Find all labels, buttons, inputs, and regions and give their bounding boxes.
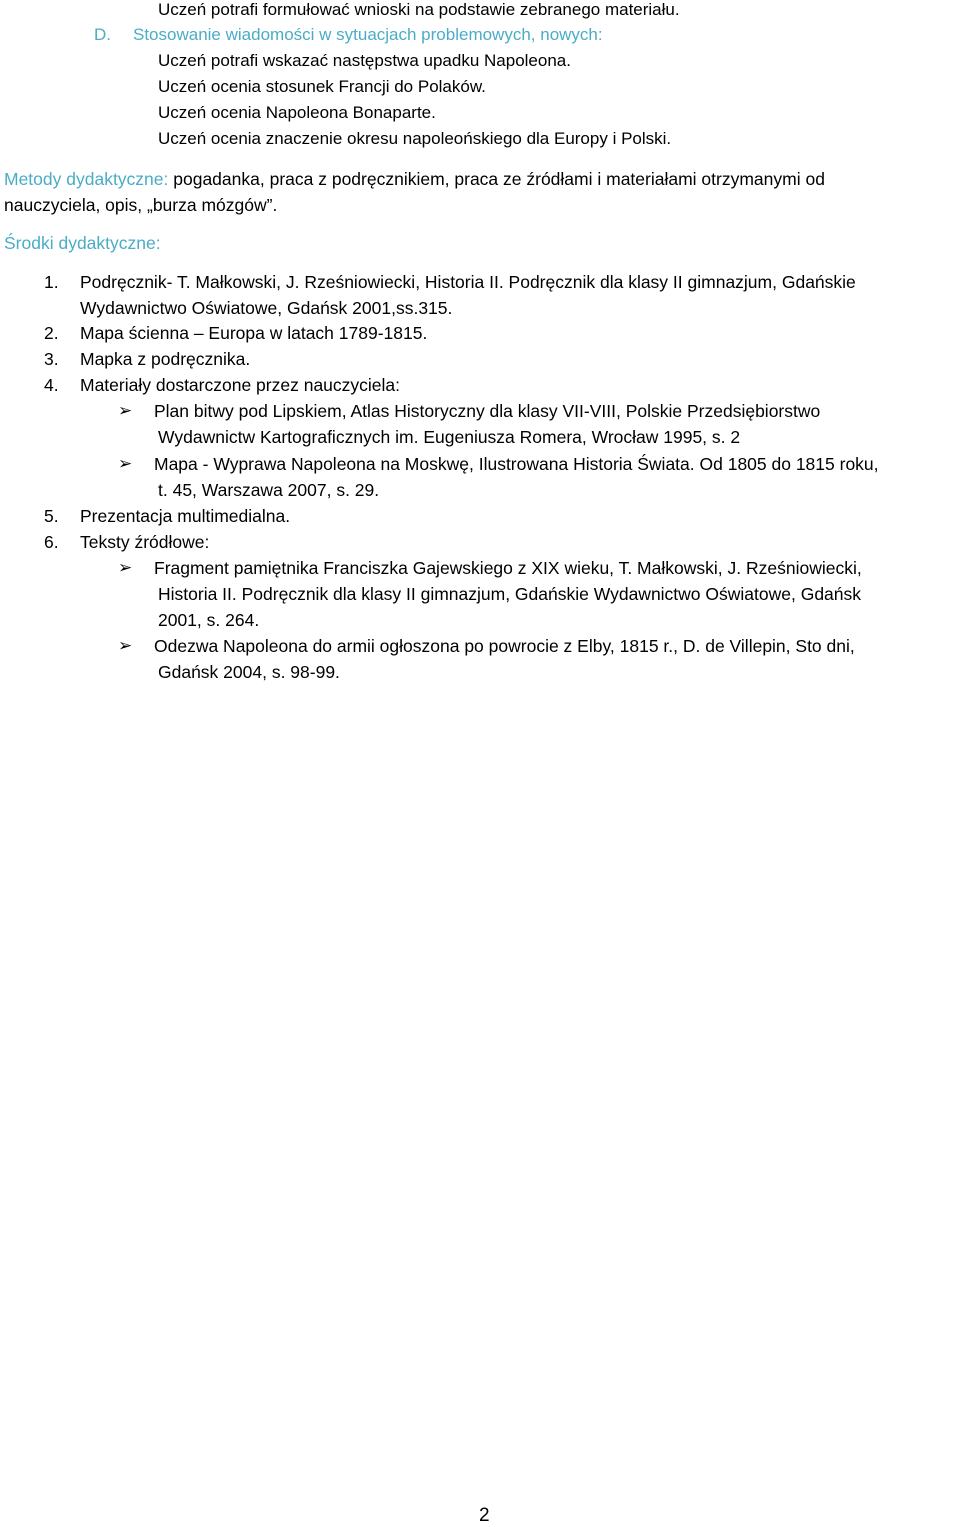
sub-list-item-continued: Wydawnictw Kartograficznych im. Eugeniusza Romera, Wrocław 1995, s. 2 bbox=[158, 427, 741, 447]
list-item: Prezentacja multimedialna. bbox=[80, 506, 291, 526]
list-item: Teksty źródłowe: bbox=[80, 532, 210, 552]
sub-list-item-continued: Historia II. Podręcznik dla klasy II gimnazjum, Gdańskie Wydawnictwo Oświatowe, Gdańsk bbox=[158, 584, 862, 604]
list-number: 3. bbox=[44, 349, 59, 369]
methods-text: pogadanka, praca z podręcznikiem, praca ze źródłami i materiałami otrzymanymi od bbox=[168, 169, 825, 189]
section-d-letter: D. bbox=[94, 25, 111, 44]
arrowhead-bullet-icon: ➢ bbox=[118, 636, 133, 655]
sub-list-item-continued: t. 45, Warszawa 2007, s. 29. bbox=[158, 480, 380, 500]
arrowhead-bullet-icon: ➢ bbox=[118, 401, 133, 420]
sub-list-item-continued: Gdańsk 2004, s. 98-99. bbox=[158, 662, 340, 682]
goal-item: Uczeń ocenia Napoleona Bonaparte. bbox=[158, 103, 436, 122]
resources-heading: Środki dydaktyczne: bbox=[4, 233, 161, 253]
list-item: Materiały dostarczone przez nauczyciela: bbox=[80, 375, 401, 395]
page-number: 2 bbox=[479, 1505, 490, 1526]
goal-item: Uczeń potrafi wskazać następstwa upadku Napoleona. bbox=[158, 51, 571, 70]
sub-list-item: Plan bitwy pod Lipskiem, Atlas Historyczny dla klasy VII-VIII, Polskie Przedsiębiorstwo bbox=[154, 401, 821, 421]
sub-list-item: Odezwa Napoleona do armii ogłoszona po powrocie z Elby, 1815 r., D. de Villepin, Sto dni, bbox=[154, 636, 855, 656]
list-number: 4. bbox=[44, 375, 59, 395]
list-item: Podręcznik- T. Małkowski, J. Rześniowiecki, Historia II. Podręcznik dla klasy II gimnazjum, Gdańskie bbox=[80, 272, 856, 292]
goal-item: Uczeń ocenia znaczenie okresu napoleońskiego dla Europy i Polski. bbox=[158, 129, 672, 148]
methods-text-continued: nauczyciela, opis, „burza mózgów”. bbox=[4, 195, 278, 215]
goal-line-top: Uczeń potrafi formułować wnioski na podstawie zebranego materiału. bbox=[158, 0, 680, 19]
methods-label: Metody dydaktyczne: bbox=[4, 169, 169, 189]
sub-list-item: Fragment pamiętnika Franciszka Gajewskiego z XIX wieku, T. Małkowski, J. Rześniowiecki, bbox=[154, 558, 862, 578]
list-number: 1. bbox=[44, 272, 59, 292]
list-item-continued: Wydawnictwo Oświatowe, Gdańsk 2001,ss.315. bbox=[80, 298, 453, 318]
goal-item: Uczeń ocenia stosunek Francji do Polaków. bbox=[158, 77, 486, 96]
list-item: Mapa ścienna – Europa w latach 1789-1815. bbox=[80, 323, 428, 343]
list-number: 2. bbox=[44, 323, 59, 343]
sub-list-item-continued: 2001, s. 264. bbox=[158, 610, 260, 630]
list-number: 6. bbox=[44, 532, 59, 552]
sub-list-item: Mapa - Wyprawa Napoleona na Moskwę, Ilustrowana Historia Świata. Od 1805 do 1815 roku, bbox=[154, 454, 879, 474]
arrowhead-bullet-icon: ➢ bbox=[118, 558, 133, 577]
methods-paragraph bbox=[4, 166, 825, 192]
arrowhead-bullet-icon: ➢ bbox=[118, 454, 133, 473]
list-item: Mapka z podręcznika. bbox=[80, 349, 251, 369]
list-number: 5. bbox=[44, 506, 59, 526]
section-d-title: Stosowanie wiadomości w sytuacjach problemowych, nowych: bbox=[133, 25, 603, 44]
